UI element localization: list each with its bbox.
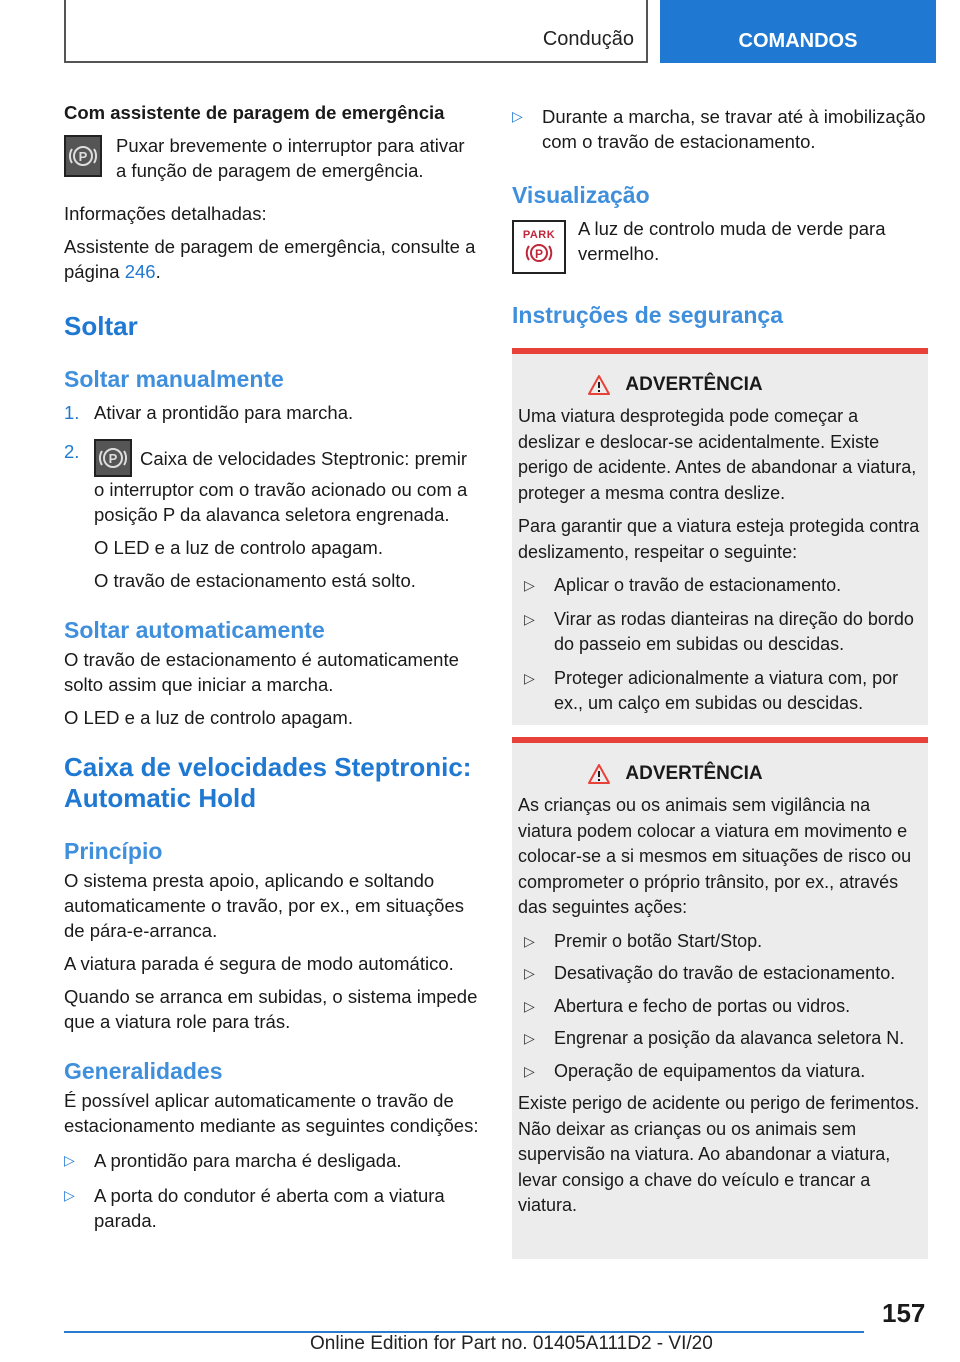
heading-seguranca: Instruções de segurança: [512, 302, 783, 328]
list-item: [512, 104, 928, 154]
warning-2-bullet-4: Engrenar a posição da alavanca seletora N.: [554, 1028, 905, 1048]
bullet-triangle-icon: ▷: [524, 1062, 535, 1079]
warning-triangle-icon: [587, 374, 611, 396]
step-1: [64, 400, 480, 425]
visual-text: A luz de controlo muda de verde para vermelho.: [578, 218, 886, 264]
heading-principio: Princípio: [64, 838, 163, 864]
info-paragraph: [64, 234, 480, 284]
warning-1-bullet-1: Aplicar o travão de estacionamento.: [554, 575, 842, 595]
warning-1-paragraph-2: Para garantir que a viatura esteja protegida contra deslizamento, respeitar o seguinte:: [518, 516, 920, 562]
heading-soltar-manual: Soltar manualmente: [64, 366, 284, 392]
bullet-triangle-icon: ▷: [524, 1030, 535, 1046]
top-bullet: Durante a marcha, se travar até à imobilização com o travão de estacionamento.: [542, 106, 926, 152]
bullet-triangle-icon: ▷: [64, 1187, 75, 1203]
park-label: PARK: [522, 229, 556, 241]
bullet-triangle-icon: ▷: [524, 577, 535, 593]
warning-box-2: [512, 737, 928, 1259]
warning-2-paragraph-1: As crianças ou os animais sem vigilância na viatura podem colocar a viatura em movimento e colocar-se a si mesmos em situações de risco ou comprometer o próprio trânsito, por ex., através das seguintes ações:: [518, 795, 912, 917]
auto-paragraph-2: O LED e a luz de controlo apagam.: [64, 707, 353, 728]
general-bullet-1: A prontidão para marcha é desligada.: [94, 1150, 402, 1171]
list-item: [518, 573, 922, 599]
step-2-text: Caixa de velocidades Steptronic: premir o interruptor com o travão acionado ou com a posição P da alavanca seletora engrenada.: [94, 448, 468, 525]
right-column: [512, 100, 928, 1259]
page-link-246[interactable]: 246: [124, 261, 156, 282]
warning-1-title-row: [428, 374, 922, 396]
bullet-triangle-icon: ▷: [524, 610, 535, 627]
step-2-paragraph: [94, 439, 480, 527]
visual-row: [512, 216, 928, 274]
list-item: [518, 961, 922, 987]
bullet-triangle-icon: ▷: [512, 108, 523, 124]
list-item: [518, 994, 922, 1020]
warning-2-bullet-3: Abertura e fecho de portas ou vidros.: [554, 995, 851, 1016]
warning-1-title: ADVERTÊNCIA: [625, 374, 763, 395]
heading-generalidades: Generalidades: [64, 1058, 223, 1084]
heading-visualizacao: Visualização: [512, 182, 650, 208]
svg-text:P: P: [108, 451, 118, 466]
step-1-number: 1.: [64, 402, 80, 423]
warning-2-paragraph-2: Existe perigo de acidente ou perigo de ferimentos. Não deixar as crianças ou os animais sem supervisão na viatura. Ao abandonar a viatura, levar consigo a chave do veículo e trancar a viatura.: [518, 1093, 920, 1215]
generalidades-paragraph: É possível aplicar automaticamente o travão de estacionamento mediante as seguintes condições:: [64, 1090, 479, 1136]
step-2: [64, 439, 480, 593]
warning-2-title-row: [428, 763, 922, 785]
header-chapter-tab[interactable]: COMANDOS: [660, 0, 936, 63]
bullet-triangle-icon: ▷: [524, 997, 535, 1014]
step-1-text: Ativar a prontidão para marcha.: [94, 402, 354, 423]
principio-paragraph-3: Quando se arranca em subidas, o sistema impede que a viatura role para trás.: [64, 986, 478, 1032]
heading-automatic-hold: Caixa de velocidades Steptronic: Automatic Hold: [64, 752, 472, 813]
warning-1-bullet-2: Virar as rodas dianteiras na direção do bordo do passeio em subidas ou descidas.: [554, 608, 914, 654]
step-2-number: 2.: [64, 441, 80, 462]
page-number: 157: [882, 1298, 926, 1328]
warning-2-bullet-2: Desativação do travão de estacionamento.: [554, 963, 896, 983]
auto-paragraph-1: O travão de estacionamento é automaticamente solto assim que iniciar a marcha.: [64, 649, 459, 695]
principio-paragraph-1: O sistema presta apoio, aplicando e soltando automaticamente o travão, por ex., em situações de pára-e-arranca.: [64, 870, 465, 941]
header-section-box: [64, 0, 648, 63]
left-column: [64, 100, 480, 1233]
warning-2-bullet-5: Operação de equipamentos da viatura.: [554, 1060, 866, 1081]
parking-brake-switch-icon-inline: [94, 439, 132, 477]
info-text: Assistente de paragem de emergência, consulte a página: [64, 236, 476, 282]
list-item: [64, 1148, 480, 1173]
emergency-title: Com assistente de paragem de emergência: [64, 102, 445, 123]
warning-triangle-icon: [587, 763, 611, 785]
warning-2-title: ADVERTÊNCIA: [625, 763, 763, 784]
list-item: [518, 1026, 922, 1052]
heading-soltar: Soltar: [64, 311, 138, 341]
step-2-sub-2: O travão de estacionamento está solto.: [94, 570, 416, 591]
emergency-row: [64, 133, 480, 183]
step-2-sub-1: O LED e a luz de controlo apagam.: [94, 537, 383, 558]
warning-box-1: [512, 348, 928, 725]
heading-soltar-auto: Soltar automaticamente: [64, 617, 325, 643]
bullet-triangle-icon: ▷: [524, 965, 535, 981]
svg-text:P: P: [534, 247, 544, 261]
parking-brake-switch-icon: [64, 135, 102, 177]
bullet-triangle-icon: ▷: [64, 1152, 75, 1168]
list-item: [518, 929, 922, 955]
svg-text:P: P: [78, 149, 88, 164]
emergency-text: Puxar brevemente o interruptor para ativar a função de paragem de emergência.: [116, 135, 465, 181]
footer-edition: Online Edition for Part no. 01405A111D2 - VI/20: [310, 1333, 713, 1354]
info-end: .: [155, 261, 161, 282]
header-section-title: Condução: [542, 28, 634, 50]
warning-1-paragraph-1: Uma viatura desprotegida pode começar a deslizar e deslocar-se acidentalmente. Existe perigo de acidente. Antes de abandonar a viatura, proteger a mesma contra deslize.: [518, 406, 917, 503]
list-item: [518, 666, 922, 717]
info-label: Informações detalhadas:: [64, 203, 267, 224]
principio-paragraph-2: A viatura parada é segura de modo automático.: [64, 953, 454, 974]
bullet-triangle-icon: ▷: [524, 932, 535, 949]
bullet-triangle-icon: ▷: [524, 669, 535, 686]
list-item: [518, 607, 922, 658]
warning-1-bullet-3: Proteger adicionalmente a viatura com, por ex., um calço em subidas ou descidas.: [554, 667, 899, 713]
warning-2-bullet-1: Premir o botão Start/Stop.: [554, 930, 763, 951]
general-bullet-2: A porta do condutor é aberta com a viatura parada.: [94, 1185, 445, 1231]
list-item: [64, 1183, 480, 1233]
list-item: [518, 1059, 922, 1085]
park-indicator-icon: [512, 220, 566, 274]
